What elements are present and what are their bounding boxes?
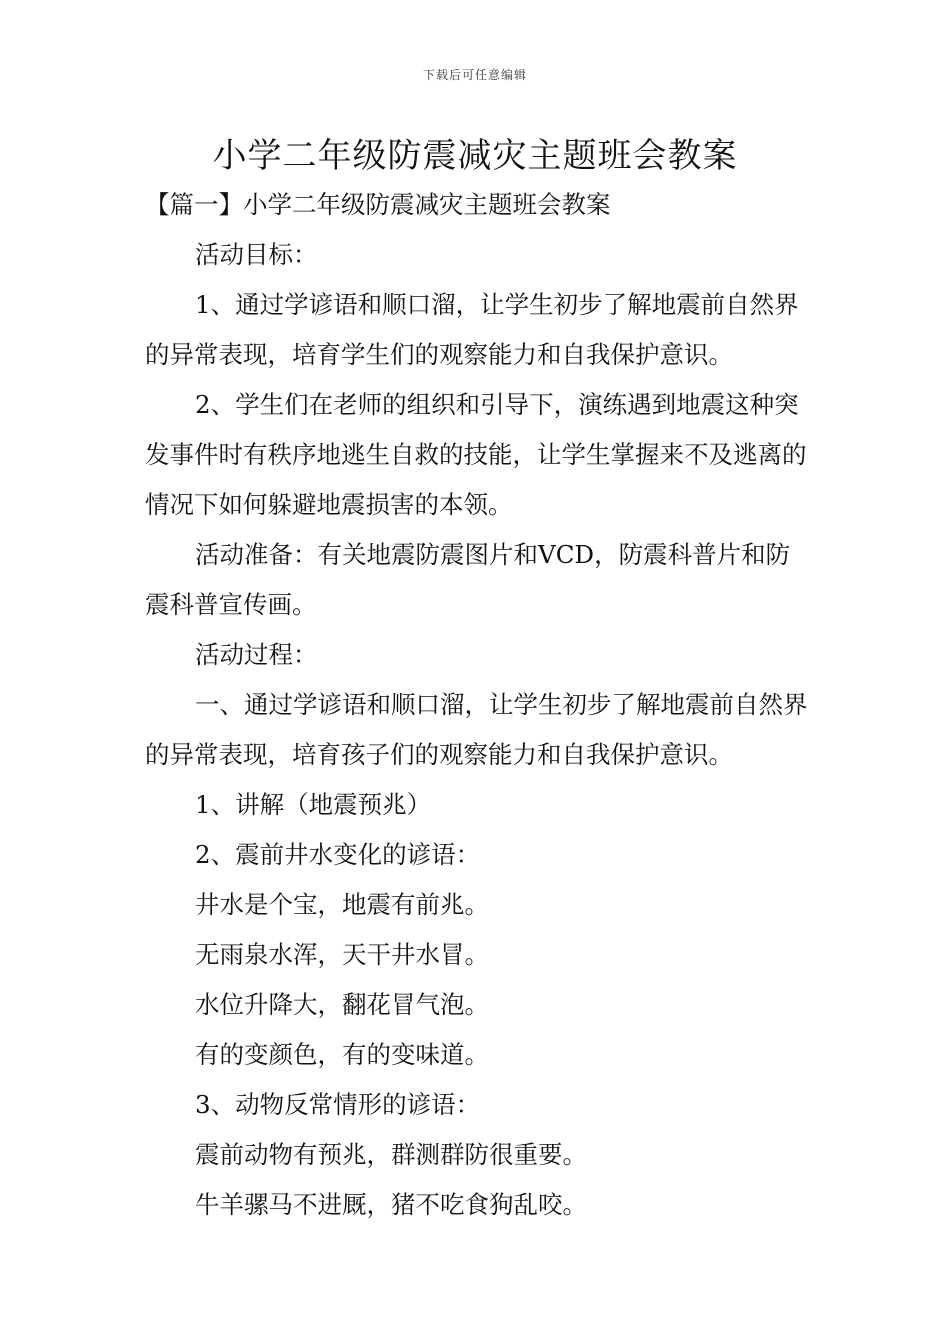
item-1-line: 1、讲解（地震预兆） (195, 790, 432, 819)
item-2-line: 2、震前井水变化的谚语： (195, 840, 481, 869)
animal-proverb-line: 牛羊骡马不进厩，猪不吃食狗乱咬。 (195, 1190, 587, 1219)
document-title: 小学二年级防震减灾主题班会教案 (212, 136, 738, 176)
goals-label: 活动目标： (195, 240, 318, 269)
item-3-line: 3、动物反常情形的谚语： (195, 1090, 481, 1119)
header-note: 下载后可任意编辑 (422, 68, 527, 82)
well-proverb-line: 无雨泉水浑，天干井水冒。 (195, 940, 489, 969)
well-proverb-line: 井水是个宝，地震有前兆。 (195, 890, 489, 919)
goal-1-paragraph: 1、通过学谚语和顺口溜，让学生初步了解地震前自然界的异常表现，培育学生们的观察能力和自我保护意识。 (145, 290, 799, 369)
section-heading: 【篇一】小学二年级防震减灾主题班会教案 (145, 190, 611, 219)
goal-2-paragraph: 2、学生们在老师的组织和引导下，演练遇到地震这种突发事件时有秩序地逃生自救的技能，让学生掌握来不及逃离的情况下如何躲避地震损害的本领。 (145, 390, 807, 519)
well-proverb-line: 水位升降大，翻花冒气泡。 (195, 990, 489, 1019)
document-body (145, 180, 810, 1230)
well-proverb-line: 有的变颜色，有的变味道。 (195, 1040, 489, 1069)
process-label: 活动过程： (195, 640, 318, 669)
preparation-paragraph: 活动准备：有关地震防震图片和VCD，防震科普片和防震科普宣传画。 (145, 540, 791, 619)
animal-proverb-line: 震前动物有预兆，群测群防很重要。 (195, 1140, 587, 1169)
process-1-paragraph: 一、通过学谚语和顺口溜，让学生初步了解地震前自然界的异常表现，培育孩子们的观察能力和自我保护意识。 (145, 690, 808, 769)
